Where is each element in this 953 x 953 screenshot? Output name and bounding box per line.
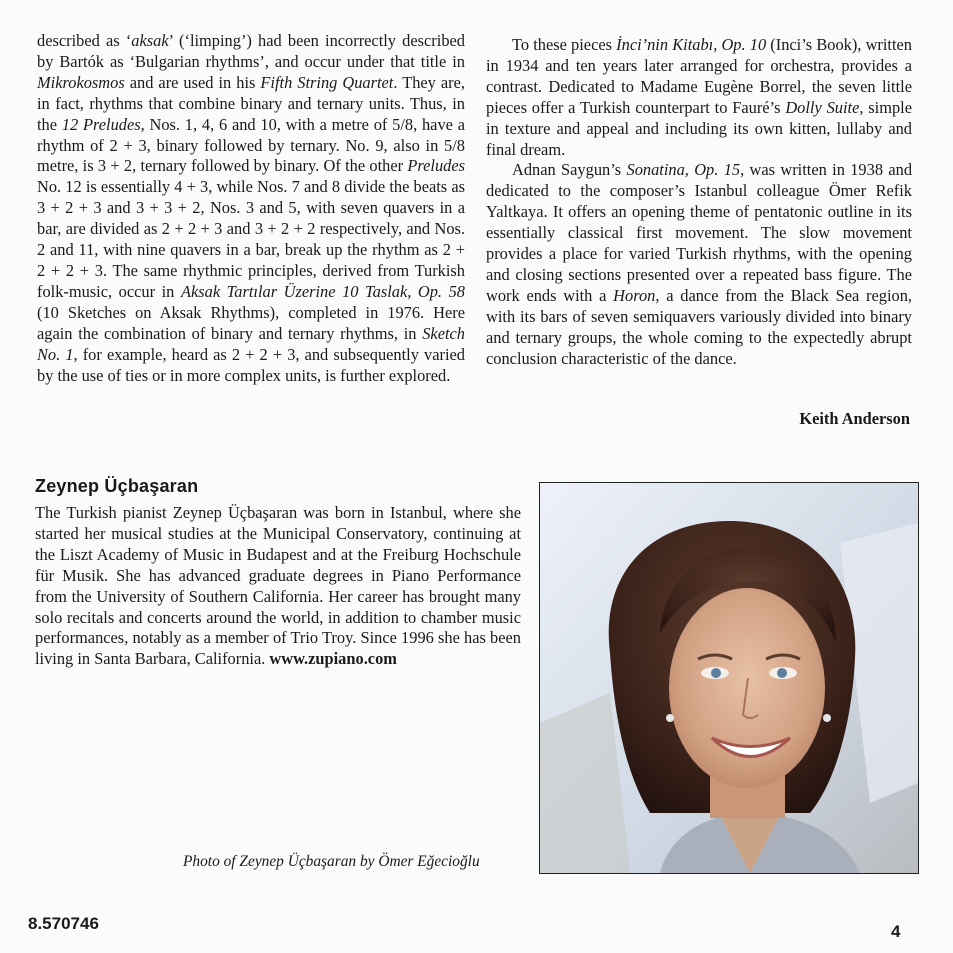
biography-heading: Zeynep Üçbaşaran [35,476,199,496]
text-run: , for example, heard as 2 + 2 + 3, and subsequently varied by the use of ties or in more complex units, is further explored. [37,344,465,385]
text-run-italic: Sonatina, Op. 15 [626,160,741,180]
text-run-italic: 12 Preludes [61,114,141,134]
text-run: described as ‘ [37,31,132,50]
essay-left-column [37,31,465,386]
biography-text [35,503,521,670]
text-run: and are used in his [124,72,261,92]
text-run: , Nos. 1, 4, 6 and 10, with a metre of 5/8, have a rhythm of 2 + 3, binary followed by ternary. No. 9, also in 5/8 metre, is 3 + 2, ternary followed by binary. Of the other [37,114,465,176]
artist-photo [539,482,919,874]
text-run: , a dance from the Black Sea region, with its bars of seven semiquavers variously divided into binary and ternary groups, the whole coming to the expectedly abrupt conclusion characteristic of the dance. [486,285,912,368]
text-run-italic: Preludes [407,156,465,176]
text-run: To these pieces [512,35,617,54]
text-run-italic: Sketch No. 1 [37,323,465,364]
catalog-number: 8.570746 [28,914,99,933]
text-run-italic: aksak [131,31,169,50]
essay-paragraph [486,160,912,369]
text-run-italic: Dolly Suite [785,97,860,117]
essay-paragraph [37,31,465,386]
text-run: No. 12 is essentially 4 + 3, while Nos. 7 and 8 divide the beats as 3 + 2 + 3 and 3 + 3 + 2, Nos. 3 and 5, with seven quavers in a bar, are divided as 2 + 2 + 3 and 3 + 2 + 2 respectively, and Nos. 2 and 11, with nine quavers in a bar, break up the rhythm as 2 + 2 + 2 + 3. The same rhythmic principles, derived from Turkish folk-music, occur in [37,177,465,301]
essay-right-column [486,35,912,370]
photo-caption: Photo of Zeynep Üçbaşaran by Ömer Eğecioğlu [183,853,480,870]
text-run-italic: Fifth String Quartet [260,72,394,92]
author-signature: Keith Anderson [799,409,910,428]
text-run-italic: Aksak Tartılar Üzerine 10 Taslak, Op. 58 [180,281,465,301]
biography-body: The Turkish pianist Zeynep Üçbaşaran was born in Istanbul, where she started her musical studies at the Municipal Conservatory, continuing at the Liszt Academy of Music in Budapest and at the Freiburg Hochschule für Musik. She has advanced graduate degrees in Piano Performance from the University of Southern California. Her career has brought many solo recitals and concerts around the world, in addition to chamber music performances, notably as a member of Trio Troy. Since 1996 she has been living in Santa Barbara, California. [35,503,521,669]
page-number: 4 [891,922,901,941]
text-run: (Inci’s Book), written in 1934 and ten years later arranged for orchestra, provides a contrast. Dedicated to Madame Eugène Borrel, the seven little pieces offer a Turkish counterpart to Fauré’s [486,35,912,117]
text-run: , was written in 1938 and dedicated to the composer’s Istanbul colleague Ömer Refik Yaltkaya. It offers an opening theme of pentatonic outline in its essentially classical first movement. The slow movement provides a place for varied Turkish rhythms, with the opening and closing sections presented over a repeated bass figure. The work ends with a [486,160,913,305]
text-run-italic: Horon [613,285,656,305]
text-run-italic: Mikrokosmos [37,72,125,92]
text-run-italic: İnci’nin Kitabı, Op. 10 [616,35,767,54]
text-run: , simple in texture and appeal and including its own kitten, lullaby and final dream. [486,97,912,159]
text-run: ’ (‘limping’) had been incorrectly described by Bartók as ‘Bulgarian rhythms’, and occur under that title in [37,31,465,71]
website-link[interactable]: www.zupiano.com [269,649,397,669]
text-run: (10 Sketches on Aksak Rhythms), completed in 1976. Here again the combination of binary and ternary rhythms, in [37,302,465,343]
essay-paragraph [486,35,912,160]
portrait-illustration [540,483,918,873]
text-run: Adnan Saygun’s [512,160,627,180]
text-run: . They are, in fact, rhythms that combine binary and ternary units. Thus, in the [37,72,465,134]
